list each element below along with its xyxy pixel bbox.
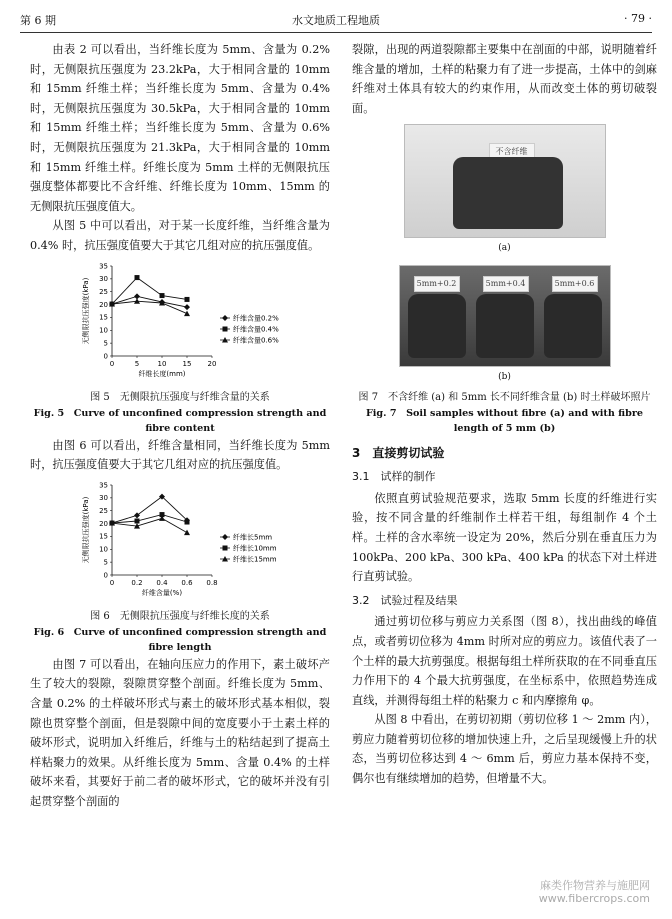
data-point-square bbox=[135, 518, 140, 523]
paragraph: 通过剪切位移与剪应力关系图（图 8），找出曲线的峰值点，或者剪切位移为 4mm 时所对应的剪应力。该值代表了一个土样的最大抗剪强度。根据每组土样所获取的在不同垂直压力作用下的 4 个最大抗剪强度，在坐标系中，依照趋势连成直线，并测得每组土样的粘聚力 c 和内摩擦角 φ。 bbox=[352, 615, 657, 707]
x-tick-label: 5 bbox=[134, 359, 140, 368]
data-point-square bbox=[160, 293, 165, 298]
x-tick-label: 0.4 bbox=[156, 578, 168, 587]
y-tick-label: 20 bbox=[99, 519, 108, 528]
data-point-diamond bbox=[222, 534, 228, 540]
figure-5-caption-en: Fig. 5 Curve of unconfined compression strength and fibre content bbox=[33, 407, 327, 434]
legend-label: 纤维含量0.2% bbox=[233, 314, 279, 323]
watermark bbox=[539, 879, 650, 905]
watermark-line: www.fibercrops.com bbox=[538, 892, 650, 905]
y-tick-label: 0 bbox=[103, 571, 108, 580]
figure-6 bbox=[70, 479, 290, 607]
soil-sample bbox=[544, 294, 602, 358]
soil-sample bbox=[453, 157, 563, 229]
left-column bbox=[30, 40, 330, 811]
y-tick-label: 10 bbox=[99, 326, 108, 335]
page-header bbox=[20, 12, 652, 30]
y-tick-label: 20 bbox=[99, 300, 108, 309]
data-point-square bbox=[185, 519, 190, 524]
legend-label: 纤维长10mm bbox=[233, 544, 277, 553]
x-tick-label: 0.2 bbox=[131, 578, 143, 587]
header-rule bbox=[20, 32, 652, 33]
page-number: · 79 · bbox=[624, 12, 652, 25]
paragraph: 由图 6 可以看出，纤维含量相同，当纤维长度为 5mm 时，抗压强度值要大于其它几组对应的抗压强度值。 bbox=[30, 438, 330, 472]
y-tick-label: 25 bbox=[99, 287, 108, 296]
watermark-line: 麻类作物营养与施肥网 bbox=[540, 879, 650, 892]
y-tick-label: 0 bbox=[103, 351, 108, 360]
data-point-triangle bbox=[184, 529, 190, 535]
figure-7-caption-en: Fig. 7 Soil samples without fibre (a) and with fibre length of 5 mm (b) bbox=[365, 407, 644, 434]
data-point-square bbox=[223, 326, 228, 331]
x-axis-label: 纤维含量(%) bbox=[141, 588, 183, 597]
data-point-diamond bbox=[184, 304, 190, 310]
photo-sample-no-fibre bbox=[404, 124, 606, 238]
paragraph: 由图 7 可以看出，在轴向压应力的作用下，素土破坏产生了较大的裂隙，裂隙贯穿整个剖面。纤维长度为 5mm、含量 0.2% 的土样破坏形式与素土的破坏形式基本相似，裂隙也贯穿整个剖面，但是裂隙中间的宽度要小于土素土样的破坏形式，说明加入纤维后，纤维与土的粘结起到了提高土样粘聚力的效果。从纤维长度为 5mm、含量 0.4% 的土样破坏来看，其要好于前二者的破坏形式，它的破坏并没有引起贯穿整个剖面的 bbox=[30, 657, 330, 808]
x-tick-label: 10 bbox=[157, 359, 167, 368]
series-line bbox=[112, 301, 187, 313]
figure-7-caption: 图 7 不含纤维 (a) 和 5mm 长不同纤维含量 (b) 时土样破坏照片 bbox=[358, 391, 651, 403]
subsection-heading: 3.2 试验过程及结果 bbox=[352, 593, 458, 607]
sample-tag: 不含纤维 bbox=[489, 143, 535, 161]
right-column bbox=[352, 40, 657, 789]
y-tick-label: 5 bbox=[103, 338, 108, 347]
data-point-square bbox=[223, 545, 228, 550]
y-tick-label: 35 bbox=[99, 481, 108, 490]
y-tick-label: 30 bbox=[99, 493, 108, 502]
data-point-square bbox=[135, 275, 140, 280]
x-tick-label: 0 bbox=[109, 578, 115, 587]
journal-title: 水文地质工程地质 bbox=[292, 14, 380, 27]
y-tick-label: 15 bbox=[99, 313, 108, 322]
figure-6-caption: 图 6 无侧限抗压强度与纤维长度的关系 bbox=[90, 610, 270, 622]
series-line bbox=[112, 518, 187, 532]
paragraph: 从图 5 中可以看出，对于某一长度纤维，当纤维含量为 0.4% 时，抗压强度值要大于其它几组对应的抗压强度值。 bbox=[30, 219, 330, 252]
sample-tag: 5mm+0.6 bbox=[552, 276, 598, 292]
figure-6-caption-en: Fig. 6 Curve of unconfined compression strength and fibre length bbox=[33, 626, 327, 653]
x-tick-label: 15 bbox=[182, 359, 192, 368]
sample-tag: 5mm+0.4 bbox=[483, 276, 529, 292]
photo-samples-5mm bbox=[399, 265, 611, 367]
paragraph: 依照直剪试验规范要求，选取 5mm 长度的纤维进行实验，按不同含量的纤维制作土样若干组，每组制作 4 个土样。土样的含水率统一设定为 20%，然后分别在垂直压力为 100kPa、200 kPa、300 kPa、400 kPa 的状态下对土样进行直剪试验。 bbox=[352, 491, 657, 584]
x-tick-label: 0 bbox=[109, 359, 115, 368]
data-point-square bbox=[185, 296, 190, 301]
paragraph: 由表 2 可以看出，当纤维长度为 5mm、含量为 0.2% 时，无侧限抗压强度为 23.2kPa，大于相同含量的 10mm 和 15mm 纤维土样；当纤维长度为 5mm、含量为 0.4% 时，无侧限抗压强度为 30.5kPa，大于相同含量的 10mm 和 15mm 纤维土样；当纤维长度为 5mm、含量为 0.6% 时，无侧限抗压强度为 21.3kPa，大于相同含量的 10mm 和 15mm 纤维土样。纤维长度为 5mm 土样的无侧限抗压强度整体都要比不含纤维、纤维长度为 10mm、15mm 的无侧限抗压强度值大。 bbox=[30, 43, 330, 213]
y-axis-label: 无侧限抗压强度(kPa) bbox=[82, 277, 90, 344]
figure-5-caption: 图 5 无侧限抗压强度与纤维含量的关系 bbox=[90, 391, 270, 403]
sample-tag: 5mm+0.2 bbox=[414, 276, 460, 292]
x-tick-label: 20 bbox=[207, 359, 217, 368]
y-tick-label: 30 bbox=[99, 274, 108, 283]
paragraph: 裂隙，出现的两道裂隙都主要集中在剖面的中部，说明随着纤维含量的增加，土样的粘聚力有了进一步提高，土体中的剑麻纤维对土体具有较大的约束作用，从而改变土体的剪切破裂面。 bbox=[352, 43, 657, 115]
x-axis-label: 纤维长度(mm) bbox=[138, 369, 186, 378]
paragraph: 从图 8 中看出，在剪切初期（剪切位移 1 ～ 2mm 内），剪应力随着剪切位移的增加快速上升，之后呈现缓慢上升的状态，当剪切位移达到 4 ～ 6mm 后，剪应力基本保持不变，偶尔也有继续增加的趋势，但增量不大。 bbox=[352, 713, 657, 786]
y-tick-label: 35 bbox=[99, 261, 108, 270]
chart-fig6 bbox=[70, 479, 290, 607]
legend-label: 纤维长5mm bbox=[233, 533, 273, 542]
x-tick-label: 0.8 bbox=[206, 578, 218, 587]
y-tick-label: 10 bbox=[99, 545, 108, 554]
y-tick-label: 5 bbox=[103, 558, 108, 567]
soil-sample bbox=[476, 294, 534, 358]
x-tick-label: 0.6 bbox=[181, 578, 193, 587]
data-point-triangle bbox=[184, 310, 190, 316]
issue-number: 第 6 期 bbox=[20, 14, 56, 27]
soil-sample bbox=[408, 294, 466, 358]
y-tick-label: 15 bbox=[99, 532, 108, 541]
y-axis-label: 无侧限抗压强度(kPa) bbox=[82, 496, 90, 564]
legend-label: 纤维含量0.4% bbox=[233, 325, 279, 334]
legend-label: 纤维长15mm bbox=[233, 555, 277, 564]
legend-label: 纤维含量0.6% bbox=[233, 336, 279, 345]
chart-fig5 bbox=[70, 260, 290, 388]
photo-label-b: (b) bbox=[498, 371, 511, 382]
photo-label-a: (a) bbox=[498, 243, 511, 254]
section-heading: 3 直接剪切试验 bbox=[352, 445, 445, 460]
figure-5 bbox=[70, 260, 290, 388]
subsection-heading: 3.1 试样的制作 bbox=[352, 470, 436, 484]
y-tick-label: 25 bbox=[99, 506, 108, 515]
data-point-diamond bbox=[222, 315, 228, 321]
